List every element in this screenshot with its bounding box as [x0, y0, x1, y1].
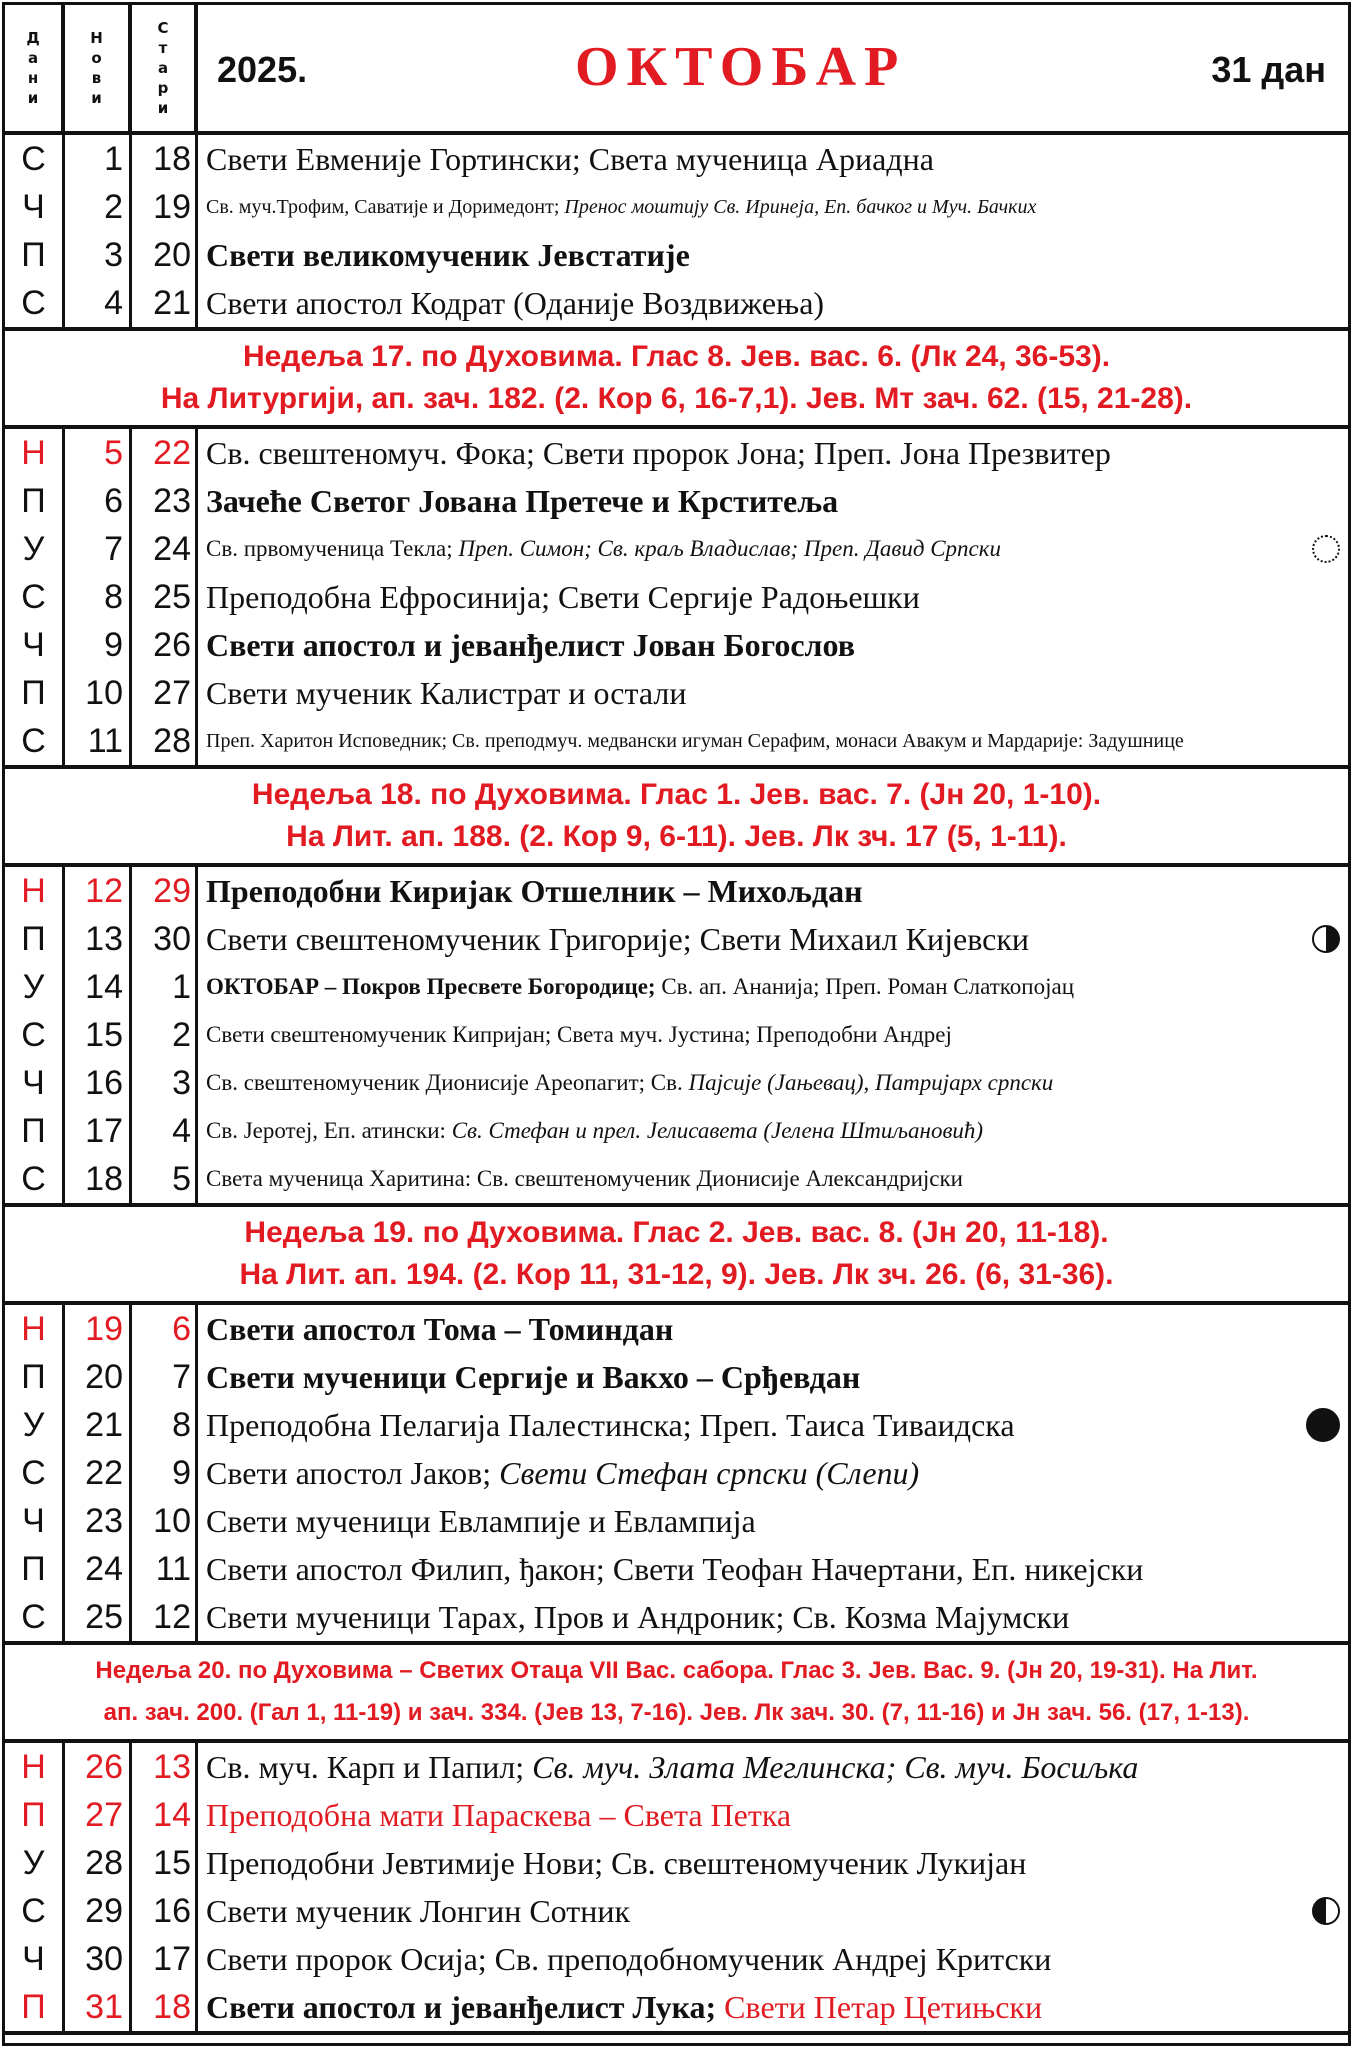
col-header-letter: р: [157, 79, 169, 97]
feast-segment: Пајсије (Јањевац), Патријарх српски: [688, 1070, 1054, 1095]
feast-text: [198, 675, 1348, 712]
feast-segment: Преподобна мати Параскева – Света Петка: [206, 1796, 792, 1833]
new-calendar-date: 9: [65, 621, 132, 669]
feast-segment: Св. свештеномученик Дионисије Ареопагит; Св.: [206, 1070, 689, 1095]
feast-segment: Свети Стефан српски (Слепи): [499, 1454, 920, 1491]
new-calendar-date: 18: [65, 1155, 132, 1203]
feast-text: [198, 196, 1348, 219]
new-calendar-date: 31: [65, 1983, 132, 2031]
feast-segment: Свети апостол Јаков;: [206, 1454, 500, 1491]
day-row: [5, 963, 1348, 1011]
sunday-note-line: На Литургији, ап. зач. 182. (2. Кор 6, 16-7,1). Јев. Мт зач. 62. (15, 21-28).: [160, 382, 1193, 415]
sunday-note-line: Недеља 17. по Духовима. Глас 8. Јев. вас. 6. (Лк 24, 36-53).: [242, 340, 1111, 373]
weekday-letter: Н: [5, 1743, 65, 1791]
day-row: [5, 279, 1348, 327]
weekday-letter: П: [5, 477, 65, 525]
feast-text: [198, 1118, 1348, 1144]
day-row: [5, 1353, 1348, 1401]
feast-text: [198, 1599, 1348, 1636]
feast-text: [198, 974, 1348, 1000]
weekday-letter: У: [5, 525, 65, 573]
sunday-note-line: На Лит. ап. 194. (2. Кор 11, 31-12, 9). Јев. Лк зч. 26. (6, 31-36).: [239, 1258, 1114, 1291]
old-calendar-date: 29: [132, 867, 198, 915]
sunday-readings-note: [5, 769, 1348, 867]
old-calendar-date: 20: [132, 231, 198, 279]
sunday-note-line: ап. зач. 200. (Гал 1, 11-19) и зач. 334. (Јев 13, 7-16). Јев. Лк зач. 30. (7, 11-16) и Јн зач. 56. (17, 1-13).: [103, 1699, 1250, 1726]
col-header-letter: о: [91, 49, 102, 67]
feast-segment: Преподобни Киријак Отшелник – Михољдан: [206, 872, 863, 909]
feast-segment: Свети мученици Тарах, Пров и Андроник; Св. Козма Мајумски: [206, 1598, 1070, 1635]
day-row: [5, 669, 1348, 717]
feast-text: [198, 1941, 1348, 1978]
new-calendar-date: 24: [65, 1545, 132, 1593]
feast-segment: Свети апостол и јеванђелист Лука;: [206, 1988, 725, 2025]
old-calendar-date: 17: [132, 1935, 198, 1983]
day-row: [5, 183, 1348, 231]
feast-segment: Зачеће Светог Јована Претече и Крститеља: [206, 482, 839, 519]
calendar-page: [2, 2, 1351, 2046]
first-quarter-moon-icon: [1312, 925, 1340, 953]
day-row: [5, 135, 1348, 183]
new-calendar-date: 23: [65, 1497, 132, 1545]
old-calendar-date: 30: [132, 915, 198, 963]
feast-text: [198, 1407, 1348, 1444]
new-calendar-date: 12: [65, 867, 132, 915]
day-row: [5, 1593, 1348, 1641]
col-header-letter: Н: [90, 29, 103, 47]
new-calendar-date: 15: [65, 1011, 132, 1059]
sunday-readings-note: [5, 331, 1348, 429]
weekday-letter: Н: [5, 1305, 65, 1353]
new-calendar-date: 1: [65, 135, 132, 183]
feast-segment: Свети мученици Евлампије и Евлампија: [206, 1502, 756, 1539]
weekday-letter: Ч: [5, 1935, 65, 1983]
feast-segment: Свети мученик Лонгин Сотник: [206, 1892, 631, 1929]
col-header-letter: а: [27, 49, 39, 67]
new-calendar-date: 8: [65, 573, 132, 621]
weekday-letter: С: [5, 1155, 65, 1203]
day-row: [5, 1449, 1348, 1497]
weekday-letter: Н: [5, 429, 65, 477]
col-header-new: [65, 5, 132, 131]
old-calendar-date: 4: [132, 1107, 198, 1155]
last-quarter-moon-icon: [1312, 1897, 1340, 1925]
month-title: ОКТОБАР: [575, 36, 907, 98]
old-calendar-date: 27: [132, 669, 198, 717]
col-header-letter: и: [91, 89, 102, 107]
col-header-letter: н: [27, 69, 39, 87]
feast-segment: Света мученица Харитина: Св. свештеномученик Дионисије Александријски: [206, 1166, 963, 1191]
feast-segment: Свети великомученик Јевстатије: [206, 236, 690, 273]
new-calendar-date: 27: [65, 1791, 132, 1839]
feast-text: [198, 730, 1348, 753]
new-calendar-date: 6: [65, 477, 132, 525]
weekday-letter: С: [5, 717, 65, 765]
col-header-letter: и: [27, 89, 39, 107]
feast-segment: Св. Стефан и прел. Јелисавета (Јелена Штиљановић): [451, 1118, 984, 1143]
weekday-letter: С: [5, 1593, 65, 1641]
day-row: [5, 1791, 1348, 1839]
new-calendar-date: 28: [65, 1839, 132, 1887]
feast-text: [198, 873, 1348, 910]
new-calendar-date: 26: [65, 1743, 132, 1791]
col-header-letter: в: [91, 69, 102, 87]
day-row: [5, 231, 1348, 279]
new-calendar-date: 17: [65, 1107, 132, 1155]
old-calendar-date: 12: [132, 1593, 198, 1641]
old-calendar-date: 22: [132, 429, 198, 477]
feast-text: [198, 1893, 1348, 1930]
weekday-letter: С: [5, 1011, 65, 1059]
weekday-letter: Ч: [5, 183, 65, 231]
feast-text: [198, 1989, 1348, 2026]
feast-segment: Преп. Симон; Св. краљ Владислав; Преп. Давид Српски: [458, 536, 1002, 561]
feast-segment: Св. муч. Злата Меглинска; Св. муч. Босиљка: [532, 1748, 1139, 1785]
day-row: [5, 1887, 1348, 1935]
feast-text: [198, 536, 1348, 562]
new-calendar-date: 5: [65, 429, 132, 477]
new-calendar-date: 16: [65, 1059, 132, 1107]
day-row: [5, 1497, 1348, 1545]
feast-text: [198, 921, 1348, 958]
old-calendar-date: 13: [132, 1743, 198, 1791]
old-calendar-date: 11: [132, 1545, 198, 1593]
new-moon-icon: [1306, 1408, 1340, 1442]
new-calendar-date: 21: [65, 1401, 132, 1449]
day-row: [5, 1983, 1348, 2031]
feast-text: [198, 237, 1348, 274]
feast-segment: Пренос моштију Св. Иринеја, Еп. бачког и Муч. Бачких: [564, 195, 1037, 218]
new-calendar-date: 13: [65, 915, 132, 963]
old-calendar-date: 1: [132, 963, 198, 1011]
feast-text: [198, 1797, 1348, 1834]
new-calendar-date: 7: [65, 525, 132, 573]
new-calendar-date: 30: [65, 1935, 132, 1983]
week-block: [5, 1743, 1348, 2035]
feast-text: [198, 285, 1348, 322]
weekday-letter: С: [5, 573, 65, 621]
old-calendar-date: 3: [132, 1059, 198, 1107]
feast-text: [198, 483, 1348, 520]
new-calendar-date: 29: [65, 1887, 132, 1935]
day-row: [5, 867, 1348, 915]
feast-text: [198, 141, 1348, 178]
new-calendar-date: 22: [65, 1449, 132, 1497]
feast-text: [198, 1749, 1348, 1786]
new-calendar-date: 25: [65, 1593, 132, 1641]
feast-segment: Преподобна Пелагија Палестинска; Преп. Таиса Тиваидска: [206, 1406, 1015, 1443]
day-row: [5, 1401, 1348, 1449]
old-calendar-date: 28: [132, 717, 198, 765]
new-calendar-date: 4: [65, 279, 132, 327]
old-calendar-date: 5: [132, 1155, 198, 1203]
day-row: [5, 915, 1348, 963]
weekday-letter: Ч: [5, 621, 65, 669]
weekday-letter: Ч: [5, 1497, 65, 1545]
full-moon-icon: [1312, 535, 1340, 563]
weekday-letter: У: [5, 1839, 65, 1887]
day-row: [5, 429, 1348, 477]
weekday-letter: П: [5, 1791, 65, 1839]
old-calendar-date: 18: [132, 135, 198, 183]
weekday-letter: П: [5, 1107, 65, 1155]
day-row: [5, 1155, 1348, 1203]
day-row: [5, 1935, 1348, 1983]
sunday-note-line: Недеља 19. по Духовима. Глас 2. Јев. вас. 8. (Јн 20, 11-18).: [244, 1216, 1109, 1249]
days-count: 31 дан: [1211, 49, 1326, 90]
weekday-letter: У: [5, 1401, 65, 1449]
col-header-letter: Д: [26, 29, 40, 47]
feast-text: [198, 1845, 1348, 1882]
col-header-letter: а: [157, 59, 169, 77]
feast-segment: Преподобна Ефросинија; Свети Сергије Радоњешки: [206, 578, 920, 615]
feast-text: [198, 1455, 1348, 1492]
old-calendar-date: 14: [132, 1791, 198, 1839]
old-calendar-date: 23: [132, 477, 198, 525]
old-calendar-date: 8: [132, 1401, 198, 1449]
new-calendar-date: 10: [65, 669, 132, 717]
weekday-letter: П: [5, 669, 65, 717]
sunday-note-line: На Лит. ап. 188. (2. Кор 9, 6-11). Јев. Лк зч. 17 (5, 1-11).: [286, 820, 1067, 853]
sunday-note-line: Недеља 20. по Духовима – Светих Отаца VII Вас. сабора. Глас 3. Јев. Вас. 9. (Јн 20, 19-31). На Лит.: [95, 1657, 1258, 1684]
feast-text: [198, 1359, 1348, 1396]
feast-text: [198, 1166, 1348, 1192]
old-calendar-date: 10: [132, 1497, 198, 1545]
feast-segment: Св. ап. Ананија; Преп. Роман Слаткопојац: [661, 974, 1075, 999]
day-row: [5, 1839, 1348, 1887]
weekday-letter: П: [5, 231, 65, 279]
day-row: [5, 1107, 1348, 1155]
feast-segment: Свети апостол Тома – Томиндан: [206, 1310, 674, 1347]
day-row: [5, 573, 1348, 621]
new-calendar-date: 20: [65, 1353, 132, 1401]
feast-text: [198, 1551, 1348, 1588]
old-calendar-date: 18: [132, 1983, 198, 2031]
feast-segment: Свети свештеномученик Григорије; Свети Михаил Кијевски: [206, 920, 1030, 957]
day-row: [5, 717, 1348, 765]
feast-segment: Свети апостол и јеванђелист Јован Богослов: [206, 626, 855, 663]
old-calendar-date: 7: [132, 1353, 198, 1401]
feast-text: [198, 1311, 1348, 1348]
feast-text: [198, 579, 1348, 616]
day-row: [5, 1743, 1348, 1791]
new-calendar-date: 3: [65, 231, 132, 279]
day-row: [5, 1059, 1348, 1107]
feast-text: [198, 1022, 1348, 1048]
feast-segment: Св. свештеномуч. Фока; Свети пророк Јона; Преп. Јона Презвитер: [206, 434, 1111, 471]
feast-segment: Св. муч. Карп и Папил;: [206, 1748, 533, 1785]
day-row: [5, 525, 1348, 573]
day-row: [5, 477, 1348, 525]
week-block: [5, 1305, 1348, 1645]
feast-text: [198, 435, 1348, 472]
old-calendar-date: 15: [132, 1839, 198, 1887]
feast-segment: Свети мученик Калистрат и остали: [206, 674, 687, 711]
col-header-letter: и: [157, 99, 169, 117]
weekday-letter: С: [5, 279, 65, 327]
sunday-note-line: Недеља 18. по Духовима. Глас 1. Јев. вас. 7. (Јн 20, 1-10).: [251, 778, 1102, 811]
feast-text: [198, 627, 1348, 664]
new-calendar-date: 19: [65, 1305, 132, 1353]
feast-segment: Св. првомученица Текла;: [206, 536, 459, 561]
new-calendar-date: 2: [65, 183, 132, 231]
old-calendar-date: 25: [132, 573, 198, 621]
weekday-letter: П: [5, 1545, 65, 1593]
feast-text: [198, 1070, 1348, 1096]
feast-segment: Свети мученици Сергије и Вакхо – Срђевдан: [206, 1358, 861, 1395]
old-calendar-date: 19: [132, 183, 198, 231]
feast-segment: Свети Евменије Гортински; Света мученица Ариадна: [206, 140, 934, 177]
weekday-letter: Н: [5, 867, 65, 915]
old-calendar-date: 2: [132, 1011, 198, 1059]
feast-segment: Св. Јеротеј, Еп. атински:: [206, 1118, 452, 1143]
feast-segment: Свети Петар Цетињски: [724, 1988, 1043, 2025]
weekday-letter: С: [5, 135, 65, 183]
weekday-letter: П: [5, 1353, 65, 1401]
old-calendar-date: 6: [132, 1305, 198, 1353]
feast-segment: ОКТОБАР – Покров Пресвете Богородице;: [206, 974, 662, 999]
old-calendar-date: 16: [132, 1887, 198, 1935]
weekday-letter: П: [5, 1983, 65, 2031]
feast-text: [198, 1503, 1348, 1540]
year-label: 2025.: [217, 49, 308, 90]
sunday-readings-note: [5, 1645, 1348, 1743]
feast-segment: Преп. Харитон Исповедник; Св. преподмуч. медвански игуман Серафим, монаси Авакум и Мардарије: Задушнице: [206, 729, 1184, 752]
col-header-letter: С: [157, 19, 169, 37]
feast-segment: Свети апостол Филип, ђакон; Свети Теофан Начертани, Еп. никејски: [206, 1550, 1144, 1587]
new-calendar-date: 11: [65, 717, 132, 765]
weekday-letter: П: [5, 915, 65, 963]
day-row: [5, 621, 1348, 669]
week-block: [5, 429, 1348, 769]
calendar-header: [5, 5, 1348, 135]
week-block: [5, 867, 1348, 1207]
col-header-days: [5, 5, 65, 131]
col-header-old: [132, 5, 198, 131]
weekday-letter: Ч: [5, 1059, 65, 1107]
feast-segment: Свети пророк Осија; Св. преподобномученик Андреј Критски: [206, 1940, 1052, 1977]
sunday-readings-note: [5, 1207, 1348, 1305]
day-row: [5, 1305, 1348, 1353]
week-block: [5, 135, 1348, 331]
feast-segment: Св. муч.Трофим, Саватије и Доримедонт;: [206, 195, 565, 218]
old-calendar-date: 26: [132, 621, 198, 669]
weekday-letter: С: [5, 1449, 65, 1497]
old-calendar-date: 21: [132, 279, 198, 327]
feast-segment: Свети апостол Кодрат (Оданије Воздвижења): [206, 284, 825, 321]
col-header-letter: т: [158, 39, 168, 57]
weekday-letter: С: [5, 1887, 65, 1935]
weekday-letter: У: [5, 963, 65, 1011]
day-row: [5, 1545, 1348, 1593]
old-calendar-date: 24: [132, 525, 198, 573]
day-row: [5, 1011, 1348, 1059]
feast-segment: Свети свештеномученик Кипријан; Света муч. Јустина; Преподобни Андреј: [206, 1022, 952, 1047]
feast-segment: Преподобни Јевтимије Нови; Св. свештеномученик Лукијан: [206, 1844, 1027, 1881]
old-calendar-date: 9: [132, 1449, 198, 1497]
new-calendar-date: 14: [65, 963, 132, 1011]
calendar-body: [5, 135, 1348, 2035]
